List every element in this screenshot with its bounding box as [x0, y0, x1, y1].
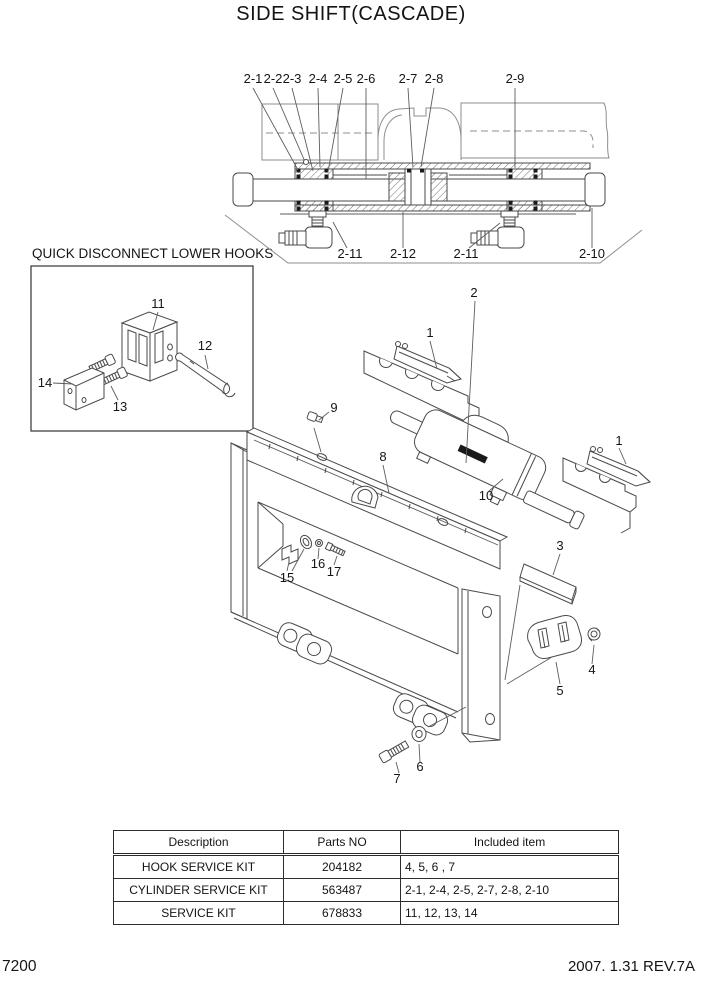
exploded-view: [231, 342, 650, 764]
part-label-8: 8: [379, 449, 387, 464]
part-label-2-4: 2-4: [308, 71, 328, 86]
part-label-9: 9: [330, 400, 338, 415]
part-label-2-8: 2-8: [424, 71, 444, 86]
part-label-2-9: 2-9: [505, 71, 525, 86]
col-header-included-item: Included item: [401, 831, 619, 855]
part-label-2-3: 2-3: [282, 71, 302, 86]
part-label-2-5: 2-5: [333, 71, 353, 86]
kit-description: HOOK SERVICE KIT: [114, 855, 284, 879]
hose-fitting-right: [471, 211, 524, 248]
part-label-16: 16: [310, 556, 326, 571]
part-11-hook-block: [122, 312, 177, 381]
part-label-2-6: 2-6: [356, 71, 376, 86]
part-label-2-12: 2-12: [389, 246, 417, 261]
part-3-bearing-strip: [520, 564, 576, 604]
part-label-11: 11: [151, 296, 165, 311]
table-header-row: [114, 831, 619, 855]
table-row: [114, 879, 619, 902]
kit-included-item: 2-1, 2-4, 2-5, 2-7, 2-8, 2-10: [401, 879, 619, 902]
part-label-3: 3: [556, 538, 564, 553]
cylinder-housing-section: [233, 163, 605, 248]
part-6-washer: [412, 727, 426, 742]
part-14-bracket: [64, 368, 104, 410]
kit-description: SERVICE KIT: [114, 902, 284, 925]
part-label-7: 7: [393, 771, 401, 786]
kit-included-item: 4, 5, 6 , 7: [401, 855, 619, 879]
part-label-12: 12: [197, 338, 213, 353]
part-label-5: 5: [556, 683, 564, 698]
service-kit-table: [113, 830, 619, 925]
part-16-washer: [316, 540, 323, 547]
part-label-1-left: 1: [426, 325, 434, 340]
col-header-description: Description: [114, 831, 284, 855]
part-label-2-1: 2-1: [243, 71, 263, 86]
table-row: [114, 902, 619, 925]
kit-parts-no: 678833: [284, 902, 401, 925]
part-label-6: 6: [416, 759, 424, 774]
part-label-2-11-left: 2-11: [337, 246, 363, 261]
part-label-13: 13: [112, 399, 128, 414]
part-4-nut: [588, 628, 600, 641]
inset-title: QUICK DISCONNECT LOWER HOOKS: [32, 246, 274, 261]
part-9-bolt: [307, 411, 324, 424]
kit-parts-no: 563487: [284, 879, 401, 902]
col-header-parts-no: Parts NO: [284, 831, 401, 855]
page-number: 7200: [2, 958, 37, 975]
part-12-pin: [176, 353, 235, 397]
part-label-1-right: 1: [615, 433, 623, 448]
part-label-15: 15: [279, 570, 295, 585]
carriage-frame: [231, 428, 507, 742]
part-label-2-11-right: 2-11: [453, 246, 479, 261]
page-title: SIDE SHIFT(CASCADE): [236, 3, 466, 25]
quick-disconnect-inset: [31, 266, 253, 431]
part-17-bolt: [325, 542, 345, 556]
part-label-2-10: 2-10: [578, 246, 606, 261]
part-7-bolt: [379, 740, 410, 764]
part-label-2-2: 2-2: [263, 71, 283, 86]
kit-parts-no: 204182: [284, 855, 401, 879]
part-label-14: 14: [37, 375, 53, 390]
frame-bottom-lugs: [273, 620, 451, 738]
part-label-2-7: 2-7: [398, 71, 418, 86]
frame-right-post: [462, 589, 500, 742]
kit-included-item: 11, 12, 13, 14: [401, 902, 619, 925]
part-5-lower-hook: [528, 615, 582, 658]
part-label-17: 17: [326, 564, 342, 579]
revision-stamp: 2007. 1.31 REV.7A: [567, 958, 695, 975]
hose-fitting-left: [279, 211, 332, 248]
table-row: [114, 855, 619, 879]
part-label-4: 4: [588, 662, 596, 677]
carriage-profile-section: [262, 103, 609, 160]
part-label-2: 2: [470, 285, 478, 300]
kit-description: CYLINDER SERVICE KIT: [114, 879, 284, 902]
part-label-10: 10: [478, 488, 494, 503]
